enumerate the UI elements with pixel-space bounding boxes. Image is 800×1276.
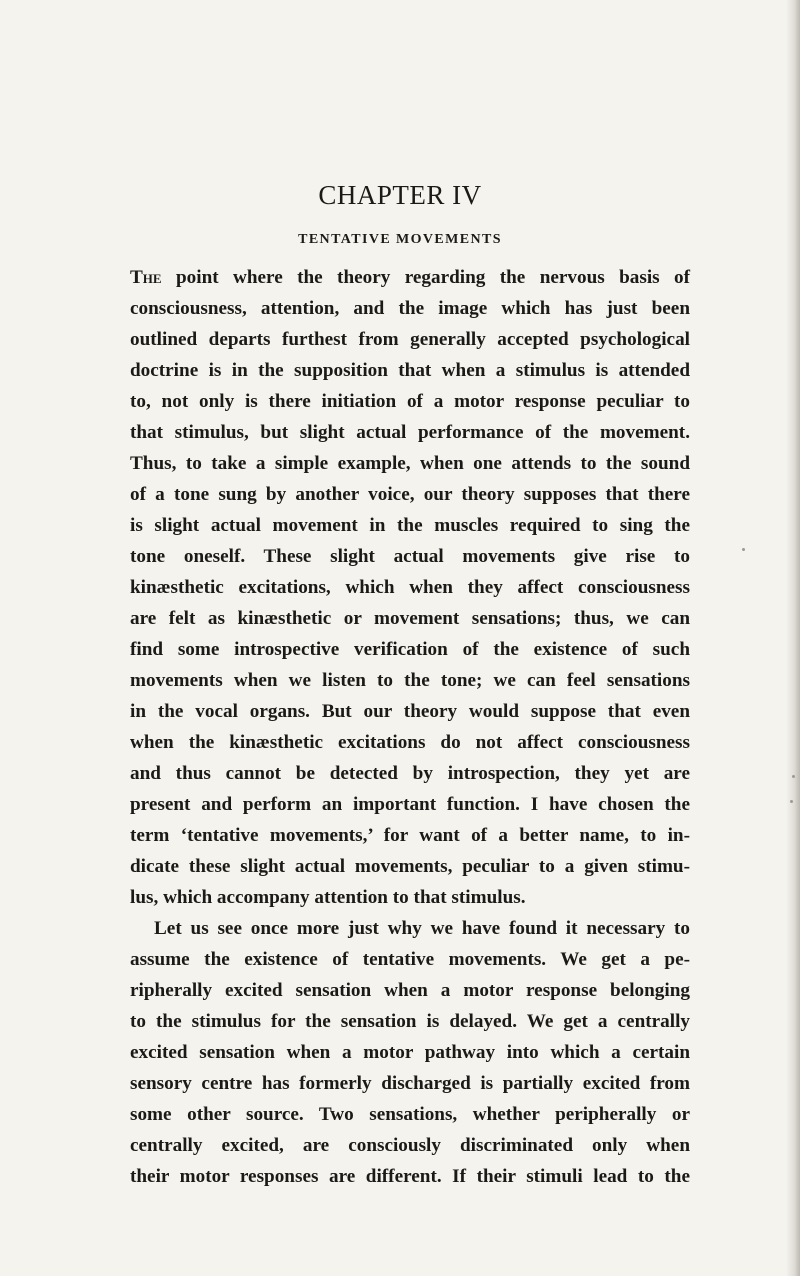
text-line: Let us see once more just why we have found it necessary to — [154, 918, 690, 939]
text-line: to, not only is there initiation of a motor response peculiar to — [130, 391, 690, 412]
text-line: is slight actual movement in the muscles required to sing the — [130, 515, 690, 536]
text-line: of a tone sung by another voice, our theory supposes that there — [130, 484, 690, 505]
text-line: sensory centre has formerly discharged is partially excited from — [130, 1073, 690, 1094]
text-line: Thus, to take a simple example, when one attends to the sound — [130, 453, 690, 474]
text-line: dicate these slight actual movements, peculiar to a given stimu- — [130, 856, 690, 877]
text-line: assume the existence of tentative movements. We get a pe- — [130, 949, 690, 970]
text-line: The point where the theory regarding the nervous basis of — [130, 267, 690, 288]
text-line: in the vocal organs. But our theory would suppose that even — [130, 701, 690, 722]
text-line: find some introspective verification of the existence of such — [130, 639, 690, 660]
text-line: to the stimulus for the sensation is delayed. We get a centrally — [130, 1011, 690, 1032]
text-line: movements when we listen to the tone; we can feel sensations — [130, 670, 690, 691]
text-line: when the kinæsthetic excitations do not affect consciousness — [130, 732, 690, 753]
paper-speck — [742, 548, 745, 551]
text-line: doctrine is in the supposition that when a stimulus is attended — [130, 360, 690, 381]
lead-word: The — [130, 267, 162, 288]
text-line: excited sensation when a motor pathway into which a certain — [130, 1042, 690, 1063]
paragraph-2 — [130, 913, 690, 1192]
text-line: lus, which accompany attention to that stimulus. — [130, 887, 526, 908]
text-line: some other source. Two sensations, whether peripherally or — [130, 1104, 690, 1125]
chapter-heading: CHAPTER IV — [318, 180, 482, 210]
text-line: present and perform an important function. I have chosen the — [130, 794, 690, 815]
chapter-subtitle: TENTATIVE MOVEMENTS — [298, 232, 502, 247]
paper-speck — [790, 800, 793, 803]
paragraph-1 — [130, 262, 690, 913]
text-line: their motor responses are different. If their stimuli lead to the — [130, 1166, 690, 1187]
paper-speck — [792, 775, 795, 778]
text-line: term ‘tentative movements,’ for want of a better name, to in- — [130, 825, 690, 846]
text-line: outlined departs furthest from generally accepted psychological — [130, 329, 690, 350]
body-text — [130, 262, 690, 1192]
text-line: that stimulus, but slight actual performance of the movement. — [130, 422, 690, 443]
text-line: centrally excited, are consciously discriminated only when — [130, 1135, 690, 1156]
text-line: and thus cannot be detected by introspection, they yet are — [130, 763, 690, 784]
text-line: ripherally excited sensation when a motor response belonging — [130, 980, 690, 1001]
text-line: consciousness, attention, and the image which has just been — [130, 298, 690, 319]
text-line: tone oneself. These slight actual movements give rise to — [130, 546, 690, 567]
text-line: are felt as kinæsthetic or movement sensations; thus, we can — [130, 608, 690, 629]
text-line: kinæsthetic excitations, which when they affect consciousness — [130, 577, 690, 598]
